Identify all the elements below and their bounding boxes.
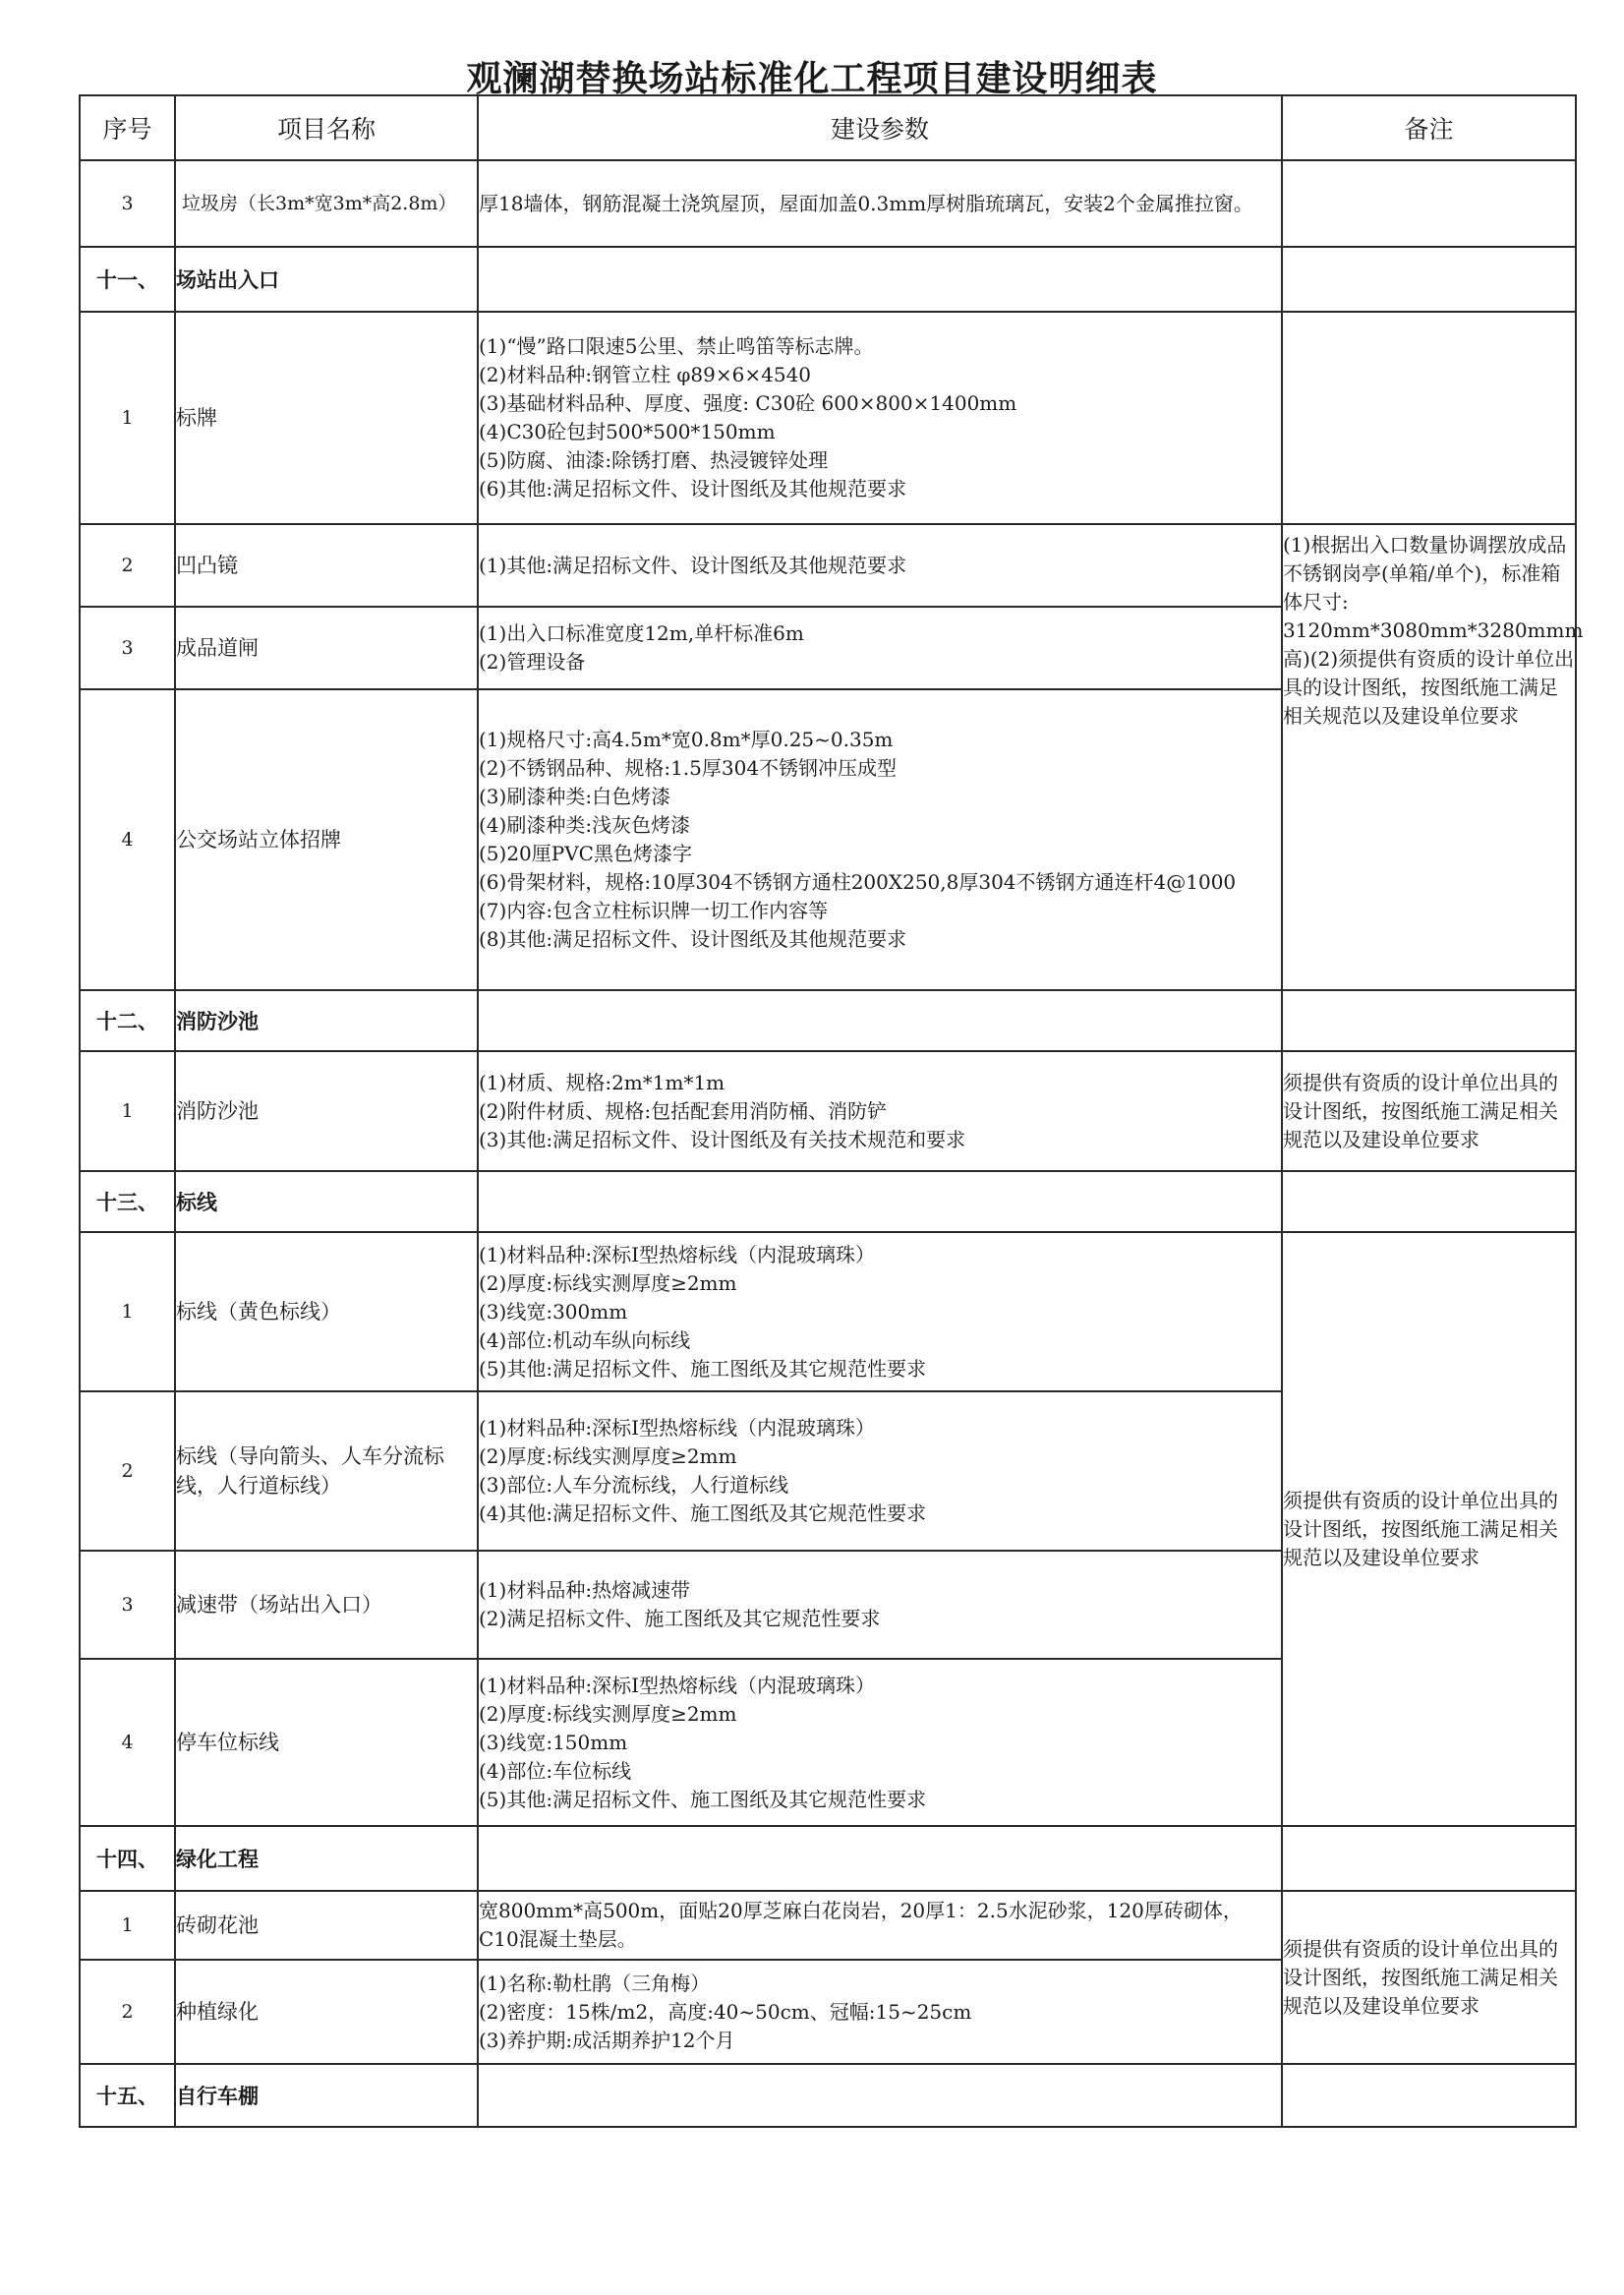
row-no: 2: [80, 1960, 175, 2064]
param-line: (5)20厘PVC黑色烤漆字: [479, 842, 692, 865]
row-name: 标线（黄色标线）: [175, 1232, 478, 1391]
section-row: [80, 1171, 1576, 1232]
section-row: [80, 247, 1576, 312]
param-line: (5)其他:满足招标文件、施工图纸及其它规范性要求: [479, 1787, 927, 1811]
row-note-merged: [1282, 1232, 1576, 1826]
row-name: 种植绿化: [175, 1960, 478, 2064]
row-params: [478, 689, 1282, 990]
param-line: (6)骨架材料，规格:10厚304不锈钢方通柱200X250,8厚304不锈钢方通连杆4@1000: [479, 870, 1237, 894]
row-no: 1: [80, 1891, 175, 1960]
row-no: 3: [80, 607, 175, 689]
header-params: 建设参数: [478, 95, 1282, 160]
section-row: [80, 2064, 1576, 2127]
note-text: 须提供有资质的设计单位出具的设计图纸，按图纸施工满足相关规范以及建设单位要求: [1283, 1070, 1558, 1151]
param-line: (4)刷漆种类:浅灰色烤漆: [479, 813, 691, 837]
row-params: [478, 607, 1282, 689]
param-line: (2)材料品种:钢管立柱 φ89×6×4540: [479, 363, 812, 386]
document-title: 观澜湖替换场站标准化工程项目建设明细表: [466, 59, 1158, 99]
table-header-row: [80, 95, 1576, 160]
row-params: [478, 1051, 1282, 1171]
section-no: 十四、: [80, 1826, 175, 1891]
header-no: 序号: [80, 95, 175, 160]
row-no: 1: [80, 1232, 175, 1391]
row-no: 4: [80, 689, 175, 990]
param-line: (7)内容:包含立柱标识牌一切工作内容等: [479, 899, 829, 922]
row-name: 消防沙池: [175, 1051, 478, 1171]
section-no: 十五、: [80, 2064, 175, 2127]
section-name: 绿化工程: [175, 1826, 478, 1891]
param-line: (3)刷漆种类:白色烤漆: [479, 785, 671, 808]
row-params: [478, 1551, 1282, 1659]
row-name: 标牌: [175, 312, 478, 524]
param-line: (1)规格尺寸:高4.5m*宽0.8m*厚0.25~0.35m: [479, 728, 894, 751]
param-text: 宽800mm*高500m，面贴20厚芝麻白花岗岩，20厚1：2.5水泥砂浆，120厚砖砌体，C10混凝土垫层。: [479, 1899, 1243, 1951]
section-no: 十三、: [80, 1171, 175, 1232]
section-note: [1282, 1826, 1576, 1891]
param-line: (3)基础材料品种、厚度、强度: C30砼 600×800×1400mm: [479, 391, 1017, 415]
section-row: [80, 990, 1576, 1051]
note-text: (1)根据出入口数量协调摆放成品不锈钢岗亭(单箱/单个)，标准箱体尺寸: 3120mm*3080mm*3280mmm高)(2)须提供有资质的设计单位出具的设计图纸，按图纸施工满足相关规范以及建设单位要求: [1283, 533, 1584, 728]
param-line: (2)厚度:标线实测厚度≥2mm: [479, 1701, 737, 1726]
row-params: [478, 312, 1282, 524]
row-note: [1282, 160, 1576, 247]
param-line: (3)线宽:300mm: [479, 1299, 628, 1324]
row-note-merged: [1282, 524, 1584, 990]
construction-detail-table: [79, 94, 1584, 2128]
param-line: (1)材料品种:热熔减速带: [479, 1578, 691, 1602]
param-line: (2)厚度:标线实测厚度≥2mm: [479, 1270, 737, 1295]
section-no: 十一、: [80, 247, 175, 312]
section-name: 标线: [175, 1171, 478, 1232]
param-line: (2)密度：15株/m2，高度:40~50cm、冠幅:15~25cm: [479, 1999, 972, 2024]
section-params: [478, 990, 1282, 1051]
row-params: [478, 1659, 1282, 1826]
row-note: [1282, 312, 1576, 524]
param-line: (2)附件材质、规格:包括配套用消防桶、消防铲: [479, 1098, 888, 1123]
table-row: [80, 1891, 1576, 1960]
param-line: (1)“慢”路口限速5公里、禁止鸣笛等标志牌。: [479, 334, 874, 358]
section-note: [1282, 247, 1576, 312]
section-name: 消防沙池: [175, 990, 478, 1051]
param-line: (1)材料品种:深标Ⅰ型热熔标线（内混玻璃珠）: [479, 1242, 875, 1266]
row-no: 3: [80, 160, 175, 247]
param-text: 厚18墙体，钢筋混凝土浇筑屋顶，屋面加盖0.3mm厚树脂琉璃瓦，安装2个金属推拉窗。: [479, 191, 1253, 215]
param-line: (3)其他:满足招标文件、设计图纸及有关技术规范和要求: [479, 1127, 966, 1151]
param-line: (5)其他:满足招标文件、施工图纸及其它规范性要求: [479, 1356, 927, 1381]
section-params: [478, 1826, 1282, 1891]
row-no: 3: [80, 1551, 175, 1659]
section-params: [478, 1171, 1282, 1232]
param-line: (8)其他:满足招标文件、设计图纸及其他规范要求: [479, 927, 907, 951]
param-line: (1)材料品种:深标Ⅰ型热熔标线（内混玻璃珠）: [479, 1416, 875, 1440]
param-line: (2)厚度:标线实测厚度≥2mm: [479, 1444, 737, 1468]
param-line: (5)防腐、油漆:除锈打磨、热浸镀锌处理: [479, 448, 829, 472]
section-name: 场站出入口: [175, 247, 478, 312]
section-row: [80, 1826, 1576, 1891]
param-line: (4)其他:满足招标文件、施工图纸及其它规范性要求: [479, 1501, 927, 1525]
param-line: (3)养护期:成活期养护12个月: [479, 2028, 735, 2052]
param-line: (1)名称:勒杜鹃（三角梅）: [479, 1971, 711, 1995]
param-line: (6)其他:满足招标文件、设计图纸及其他规范要求: [479, 477, 907, 500]
section-no: 十二、: [80, 990, 175, 1051]
param-line: (2)不锈钢品种、规格:1.5厚304不锈钢冲压成型: [479, 756, 898, 780]
param-line: (4)部位:车位标线: [479, 1758, 632, 1783]
row-params: [478, 160, 1282, 247]
section-note: [1282, 990, 1576, 1051]
row-params: [478, 1891, 1282, 1960]
table-row: [80, 160, 1576, 247]
row-params: [478, 1391, 1282, 1551]
row-name: 停车位标线: [175, 1659, 478, 1826]
section-params: [478, 247, 1282, 312]
header-name: 项目名称: [175, 95, 478, 160]
note-text: 须提供有资质的设计单位出具的设计图纸，按图纸施工满足相关规范以及建设单位要求: [1283, 1936, 1558, 2018]
row-note: [1282, 1051, 1576, 1171]
param-line: (3)部位:人车分流标线，人行道标线: [479, 1473, 789, 1497]
row-name: 凹凸镜: [175, 524, 478, 607]
row-name: 砖砌花池: [175, 1891, 478, 1960]
section-name: 自行车棚: [175, 2064, 478, 2127]
row-note-merged: [1282, 1891, 1576, 2064]
section-note: [1282, 1171, 1576, 1232]
table-row: [80, 312, 1576, 524]
row-no: 2: [80, 524, 175, 607]
row-name: 成品道闸: [175, 607, 478, 689]
param-line: (3)线宽:150mm: [479, 1730, 628, 1754]
param-line: (2)满足招标文件、施工图纸及其它规范性要求: [479, 1607, 881, 1630]
row-params: [478, 1232, 1282, 1391]
row-name: 标线（导向箭头、人车分流标线，人行道标线）: [175, 1391, 478, 1551]
row-name: 公交场站立体招牌: [175, 689, 478, 990]
header-note: 备注: [1282, 95, 1576, 160]
row-no: 1: [80, 312, 175, 524]
row-no: 1: [80, 1051, 175, 1171]
note-text: 须提供有资质的设计单位出具的设计图纸，按图纸施工满足相关规范以及建设单位要求: [1283, 1488, 1558, 1569]
param-line: (2)管理设备: [479, 650, 586, 674]
row-no: 4: [80, 1659, 175, 1826]
row-params: [478, 524, 1282, 607]
param-line: (4)部位:机动车纵向标线: [479, 1327, 691, 1352]
param-line: (1)出入口标准宽度12m,单杆标准6m: [479, 621, 804, 645]
table-row: [80, 524, 1576, 607]
section-params: [478, 2064, 1282, 2127]
table-row: [80, 1051, 1576, 1171]
param-line: (1)其他:满足招标文件、设计图纸及其他规范要求: [479, 553, 907, 577]
row-name: 减速带（场站出入口）: [175, 1551, 478, 1659]
row-params: [478, 1960, 1282, 2064]
row-name: 垃圾房（长3m*宽3m*高2.8m）: [175, 160, 478, 247]
row-no: 2: [80, 1391, 175, 1551]
table-row: [80, 1232, 1576, 1391]
param-line: (1)材料品种:深标Ⅰ型热熔标线（内混玻璃珠）: [479, 1673, 875, 1697]
param-line: (1)材质、规格:2m*1m*1m: [479, 1070, 725, 1094]
param-line: (4)C30砼包封500*500*150mm: [479, 420, 776, 443]
section-note: [1282, 2064, 1576, 2127]
